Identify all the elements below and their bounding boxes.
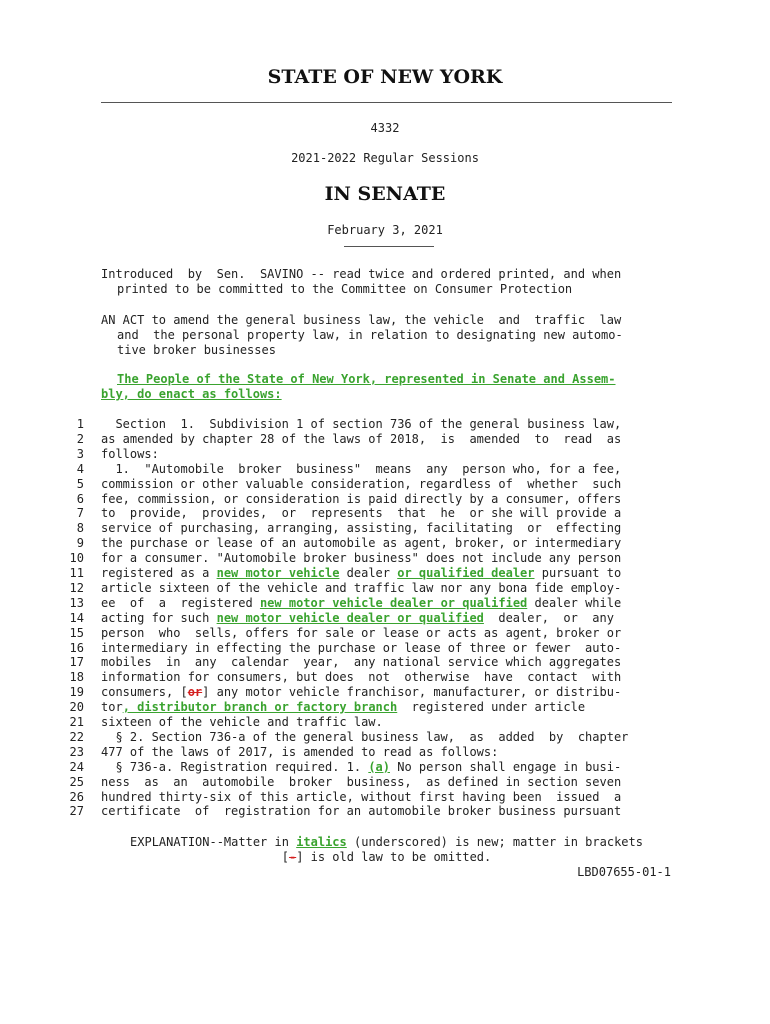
text-segment: consumers, [	[101, 685, 188, 700]
bill-text-line	[101, 521, 672, 535]
text-segment: for a consumer. "Automobile broker business" does not include any person	[101, 551, 622, 566]
bill-text-line	[101, 506, 672, 520]
line-number: 13	[69, 595, 84, 610]
line-number: 23	[69, 744, 84, 759]
line-number: 27	[69, 804, 84, 819]
bill-text-line	[101, 730, 672, 744]
document-id: LBD07655-01-1	[577, 865, 671, 879]
bill-text-line	[101, 581, 672, 595]
explanation-deleted-marker: -	[288, 850, 297, 864]
inserted-text: new motor vehicle dealer or qualified	[259, 595, 528, 610]
line-number: 16	[69, 640, 84, 655]
enacting-clause	[101, 372, 672, 402]
line-number: 8	[76, 521, 84, 536]
bill-text-line	[101, 655, 672, 669]
bill-text-line	[101, 492, 672, 506]
text-segment: service of purchasing, arranging, assisting, facilitating or effecting	[101, 521, 622, 536]
bill-text-line	[101, 536, 672, 550]
text-segment: registered under article	[397, 700, 586, 715]
inserted-text: new motor vehicle	[216, 566, 340, 580]
text-segment: registered as a	[101, 566, 217, 580]
bill-text-line	[101, 417, 672, 431]
bill-text-line	[101, 447, 672, 461]
explanation	[101, 835, 672, 865]
bill-number: 4332	[370, 121, 400, 135]
intro-line: printed to be committed to the Committee on Consumer Protection	[117, 282, 573, 296]
text-segment: ness as an automobile broker business, as defined in section seven	[101, 774, 622, 789]
line-number: 19	[69, 685, 84, 700]
text-segment: acting for such	[101, 610, 217, 625]
line-number: 14	[69, 610, 84, 625]
bill-text-line	[101, 775, 672, 789]
text-segment: fee, commission, or consideration is paid directly by a consumer, offers	[101, 491, 622, 506]
line-number: 24	[69, 759, 84, 774]
text-segment: 1. "Automobile broker business" means any person who, for a fee,	[101, 461, 622, 476]
line-number: 15	[69, 625, 84, 640]
text-segment: person who sells, offers for sale or lease or acts as agent, broker or	[101, 625, 622, 640]
text-segment: to provide, provides, or represents that he or she will provide a	[101, 506, 622, 521]
act-title	[101, 313, 672, 358]
chamber-title: IN SENATE	[324, 183, 446, 205]
inserted-text: , distributor branch or factory branch	[122, 700, 398, 715]
bill-text-line	[101, 626, 672, 640]
session-label: 2021-2022 Regular Sessions	[291, 151, 479, 165]
line-number: 5	[76, 476, 84, 491]
line-number: 4	[76, 461, 84, 476]
bill-text-line	[101, 670, 672, 684]
explanation-bracket: [	[281, 850, 289, 864]
text-segment: dealer while	[527, 595, 622, 610]
act-line: tive broker businesses	[117, 343, 276, 357]
bill-text-line	[101, 685, 672, 699]
text-segment: commission or other valuable consideration, regardless of whether such	[101, 476, 622, 491]
text-segment: the purchase or lease of an automobile as agent, broker, or intermediary	[101, 536, 622, 551]
line-number: 3	[76, 446, 84, 461]
line-number: 1	[76, 417, 84, 431]
bill-text-line	[101, 477, 672, 491]
act-line: and the personal property law, in relation to designating new automo-	[117, 328, 623, 342]
bill-date: February 3, 2021	[327, 223, 443, 237]
text-segment: article sixteen of the vehicle and traffic law nor any bona fide employ-	[101, 580, 622, 595]
line-number: 6	[76, 491, 84, 506]
enacting-line: bly, do enact as follows:	[101, 387, 282, 401]
inserted-text: or qualified dealer	[397, 566, 535, 580]
bill-text-line	[101, 700, 672, 714]
line-number: 20	[69, 700, 84, 715]
line-number: 11	[69, 566, 84, 580]
bill-text-line	[101, 566, 672, 580]
text-segment: Section 1. Subdivision 1 of section 736 of the general business law,	[101, 417, 622, 431]
introduction	[101, 267, 672, 297]
line-number: 10	[69, 551, 84, 566]
bill-text-line	[101, 790, 672, 804]
explanation-text: (underscored) is new; matter in brackets	[346, 835, 643, 849]
explanation-italics: italics	[296, 835, 347, 849]
bill-text-line	[101, 715, 672, 729]
text-segment: No person shall engage in busi-	[390, 759, 622, 774]
enacting-line: The People of the State of New York, represented in Senate and Assem-	[117, 372, 616, 386]
text-segment: follows:	[101, 446, 159, 461]
date-rule	[344, 246, 434, 247]
bill-text-line	[101, 462, 672, 476]
text-segment: dealer	[339, 566, 398, 580]
text-segment: tor	[101, 700, 123, 715]
explanation-text: EXPLANATION--Matter in	[130, 835, 297, 849]
line-number: 26	[69, 789, 84, 804]
line-number: 25	[69, 774, 84, 789]
act-line: AN ACT to amend the general business law, the vehicle and traffic law	[101, 313, 622, 327]
text-segment: ] any motor vehicle franchisor, manufacturer, or distribu-	[202, 685, 622, 700]
line-number: 21	[69, 715, 84, 729]
line-number: 9	[76, 536, 84, 551]
text-segment: as amended by chapter 28 of the laws of 2018, is amended to read as	[101, 431, 622, 446]
state-title: STATE OF NEW YORK	[267, 66, 503, 88]
line-number: 22	[69, 729, 84, 744]
text-segment: 477 of the laws of 2017, is amended to read as follows:	[101, 744, 499, 759]
line-number: 12	[69, 580, 84, 595]
text-segment: information for consumers, but does not otherwise have contact with	[101, 670, 622, 685]
line-number: 7	[76, 506, 84, 521]
bill-text-line	[101, 432, 672, 446]
bill-text-line	[101, 760, 672, 774]
line-number: 2	[76, 431, 84, 446]
bill-text-line	[101, 745, 672, 759]
line-number: 17	[69, 655, 84, 670]
text-segment: intermediary in effecting the purchase or lease of three or fewer auto-	[101, 640, 622, 655]
explanation-text: ] is old law to be omitted.	[296, 850, 492, 864]
text-segment: ee of a registered	[101, 595, 260, 610]
bill-text-line	[101, 611, 672, 625]
inserted-text: (a)	[368, 759, 390, 774]
text-segment: § 736-a. Registration required. 1.	[101, 759, 369, 774]
intro-line: Introduced by Sen. SAVINO -- read twice and ordered printed, and when	[101, 267, 622, 281]
text-segment: mobiles in any calendar year, any national service which aggregates	[101, 655, 622, 670]
bill-text-line	[101, 596, 672, 610]
bill-text-line	[101, 551, 672, 565]
text-segment: dealer, or any	[483, 610, 614, 625]
bill-text-line	[101, 641, 672, 655]
line-number: 18	[69, 670, 84, 685]
text-segment: hundred thirty-six of this article, without first having been issued a	[101, 789, 622, 804]
bill-text-line	[101, 804, 672, 818]
text-segment: sixteen of the vehicle and traffic law.	[101, 715, 383, 729]
title-rule	[101, 102, 672, 103]
text-segment: certificate of registration for an automobile broker business pursuant	[101, 804, 622, 819]
inserted-text: new motor vehicle dealer or qualified	[216, 610, 484, 625]
deleted-text: or	[187, 685, 203, 700]
text-segment: § 2. Section 736-a of the general business law, as added by chapter	[101, 729, 629, 744]
text-segment: pursuant to	[534, 566, 622, 580]
